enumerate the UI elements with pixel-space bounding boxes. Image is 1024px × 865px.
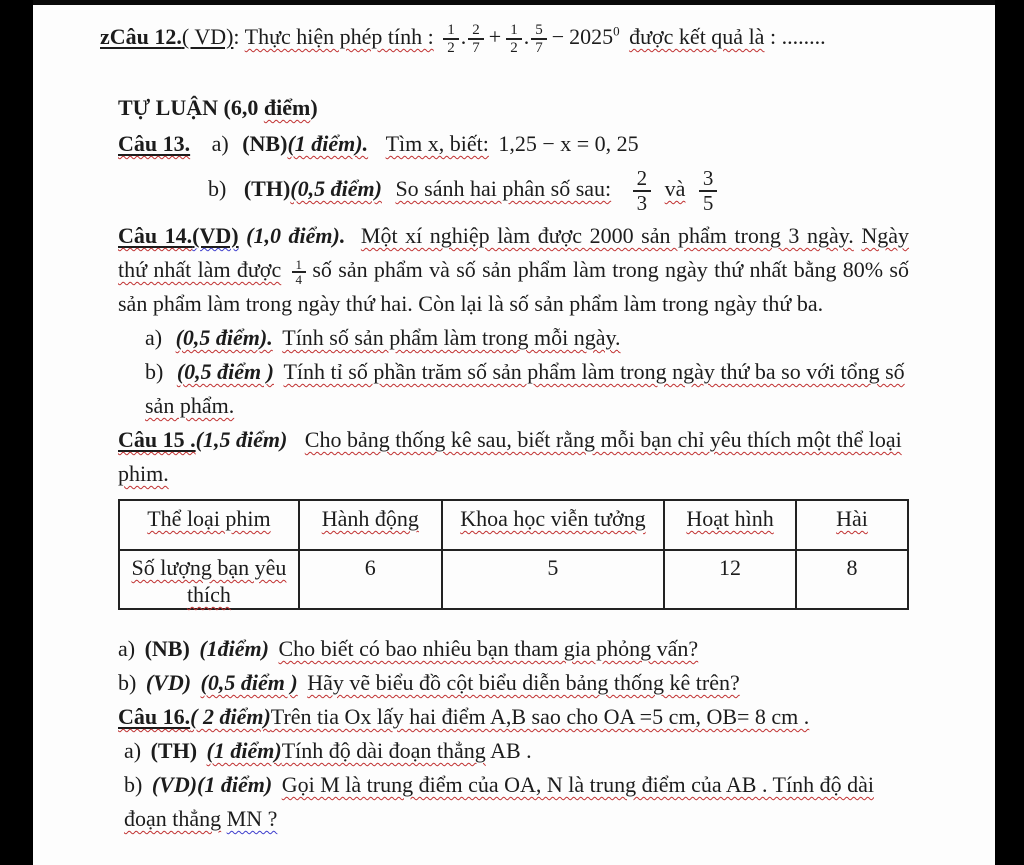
q13b-item-letter: b): [208, 176, 227, 201]
q15a-points-tag: (1điểm): [199, 636, 269, 661]
table-header-cell: Khoa học viễn tưởng: [442, 500, 664, 550]
left-black-bar: [0, 0, 33, 865]
minus-sign: −: [551, 24, 565, 49]
q15-points-tag: (1,5 điểm): [195, 427, 288, 452]
q16b-item-letter: b): [124, 772, 143, 797]
question-14a: [118, 321, 909, 355]
fraction-2-3: $\frac{2}{3}$: [633, 167, 652, 214]
plus-sign: +: [488, 24, 502, 49]
question-14b: [118, 355, 909, 423]
q16a-text: Tính độ dài đoạn thẳng: [281, 738, 486, 763]
q15a-level-tag: (NB): [144, 636, 190, 661]
q15b-points-tag: (0,5 điểm ): [200, 670, 298, 695]
question-14: [118, 219, 909, 321]
table-value-cell: 6: [299, 550, 442, 609]
section-title: TỰ LUẬN (6,0 điểm): [118, 95, 318, 120]
q12-label-level: ( VD): [181, 24, 234, 49]
question-15a: [118, 632, 909, 666]
q14b-points-tag: (0,5 điểm ): [176, 359, 274, 384]
q16-points-tag: ( 2 điểm): [190, 704, 271, 729]
q15b-level-tag: (VD): [145, 670, 192, 695]
fraction-3-5: $\frac{3}{5}$: [699, 167, 718, 214]
q14-text-1: Một xí nghiệp làm được 2000 sản phẩm trong 3 ngày.: [360, 223, 854, 248]
question-16b: [118, 768, 909, 836]
table-header-row: [119, 500, 908, 550]
q14b-text: Tính tỉ số phần trăm số sản phẩm làm trong ngày thứ ba so với tổng số sản phẩm.: [145, 359, 905, 418]
multiply-dot: .: [460, 24, 467, 49]
table-value-cell: 8: [796, 550, 908, 609]
q13a-equation: 1,25 − x = 0, 25: [498, 131, 639, 156]
q16-text: Trên tia Ox lấy hai điểm A,B sao cho OA =5 cm, OB= 8 cm .: [270, 704, 810, 729]
q12-tail-text: được kết quả là: [629, 24, 765, 49]
table-header-cell: Hành động: [299, 500, 442, 550]
q12-colon: :: [233, 24, 240, 49]
q13a-prompt: Tìm x, biết:: [385, 131, 489, 156]
q12-label: [100, 24, 233, 49]
right-black-bar: [995, 0, 1024, 865]
q14-level-tag: (VD): [192, 223, 239, 248]
q16a-points-tag: (1 điểm): [206, 738, 282, 763]
q14-text-3: số sản phẩm và số sản phẩm làm trong ngày thứ nhất bằng 80% số sản phẩm làm trong ngày thứ hai. Còn lại là số sản phẩm làm trong ngày thứ ba.: [118, 257, 909, 316]
fraction-1-2: $\frac{1}{2}$: [443, 22, 459, 56]
document-page: [33, 0, 995, 865]
q16-label: Câu 16.: [118, 704, 191, 729]
q16a-text-end: AB .: [490, 738, 532, 763]
table-header-cell: Thể loại phim: [119, 500, 299, 550]
fraction-2-7: $\frac{2}{7}$: [468, 22, 484, 56]
multiply-dot2: .: [523, 24, 530, 49]
statistics-table: [118, 499, 909, 610]
q14-points-tag: (1,0 điểm).: [246, 223, 346, 248]
power-term: 2025$^0$: [569, 23, 620, 49]
q14-label: Câu 14.(VD): [118, 223, 239, 248]
q13a-item-letter: a): [211, 131, 229, 156]
table-header-cell: Hài: [796, 500, 908, 550]
q14b-item-letter: b): [145, 359, 164, 384]
table-row-label-cell: Số lượng bạn yêu thích: [119, 550, 299, 609]
table-value-cell: 12: [664, 550, 796, 609]
question-16: [118, 700, 909, 734]
q15b-item-letter: b): [118, 670, 137, 695]
q15-label: Câu 15 .: [118, 427, 196, 452]
q13b-connector: và: [664, 176, 686, 201]
q15-text: Cho bảng thống kê sau, biết rằng mỗi bạn chỉ yêu thích một thể loại phim.: [118, 427, 902, 486]
q13a-level-tag: (NB): [242, 131, 288, 156]
q16b-text: Gọi M là trung điểm của OA, N là trung điểm của AB . Tính độ dài đoạn thẳng: [124, 772, 874, 831]
q14a-item-letter: a): [145, 325, 163, 350]
q13-label: Câu 13.: [118, 131, 191, 156]
exponent: 0: [613, 23, 620, 39]
q14-text-2: Ngày thứ nhất làm được: [118, 223, 909, 282]
table-value-cell: 5: [442, 550, 664, 609]
fraction-1-4: $\frac{1}{4}$: [292, 258, 307, 287]
q13b-prompt: So sánh hai phân số sau:: [395, 176, 612, 201]
q14a-points-tag: (0,5 điểm).: [175, 325, 273, 350]
q13b-points-tag: (0,5 điểm): [290, 176, 382, 201]
q12-lead-text: Thực hiện phép tính :: [244, 24, 434, 49]
fraction-1-2b: $\frac{1}{2}$: [506, 22, 522, 56]
q15b-text: Hãy vẽ biểu đồ cột biểu diễn bảng thống kê trên?: [307, 670, 740, 695]
table-data-row: [119, 550, 908, 609]
q16b-text-end: MN ?: [226, 806, 278, 831]
question-13b: [208, 163, 909, 215]
question-12: [100, 13, 909, 61]
q13a-points-tag: (1 điểm).: [287, 131, 369, 156]
q13b-level-tag: (TH): [243, 176, 291, 201]
document-content: [33, 5, 995, 836]
question-13a: [118, 127, 909, 161]
question-16a: [118, 734, 909, 768]
q15a-text: Cho biết có bao nhiêu bạn tham gia phỏng vấn?: [278, 636, 699, 661]
q16b-level-tag: (VD): [151, 772, 198, 797]
fraction-5-7: $\frac{5}{7}$: [531, 22, 547, 56]
question-15b: [118, 666, 909, 700]
q16a-item-letter: a): [124, 738, 142, 763]
q16a-level-tag: (TH): [150, 738, 198, 763]
q12-answer-dots: : ........: [769, 24, 826, 49]
q14a-text: Tính số sản phẩm làm trong mỗi ngày.: [282, 325, 621, 350]
question-15: [118, 423, 909, 491]
table-header-cell: Hoạt hình: [664, 500, 796, 550]
q16b-points-tag: (1 điểm): [197, 772, 273, 797]
q15a-item-letter: a): [118, 636, 136, 661]
q12-label-number: zCâu 12.: [100, 24, 182, 49]
